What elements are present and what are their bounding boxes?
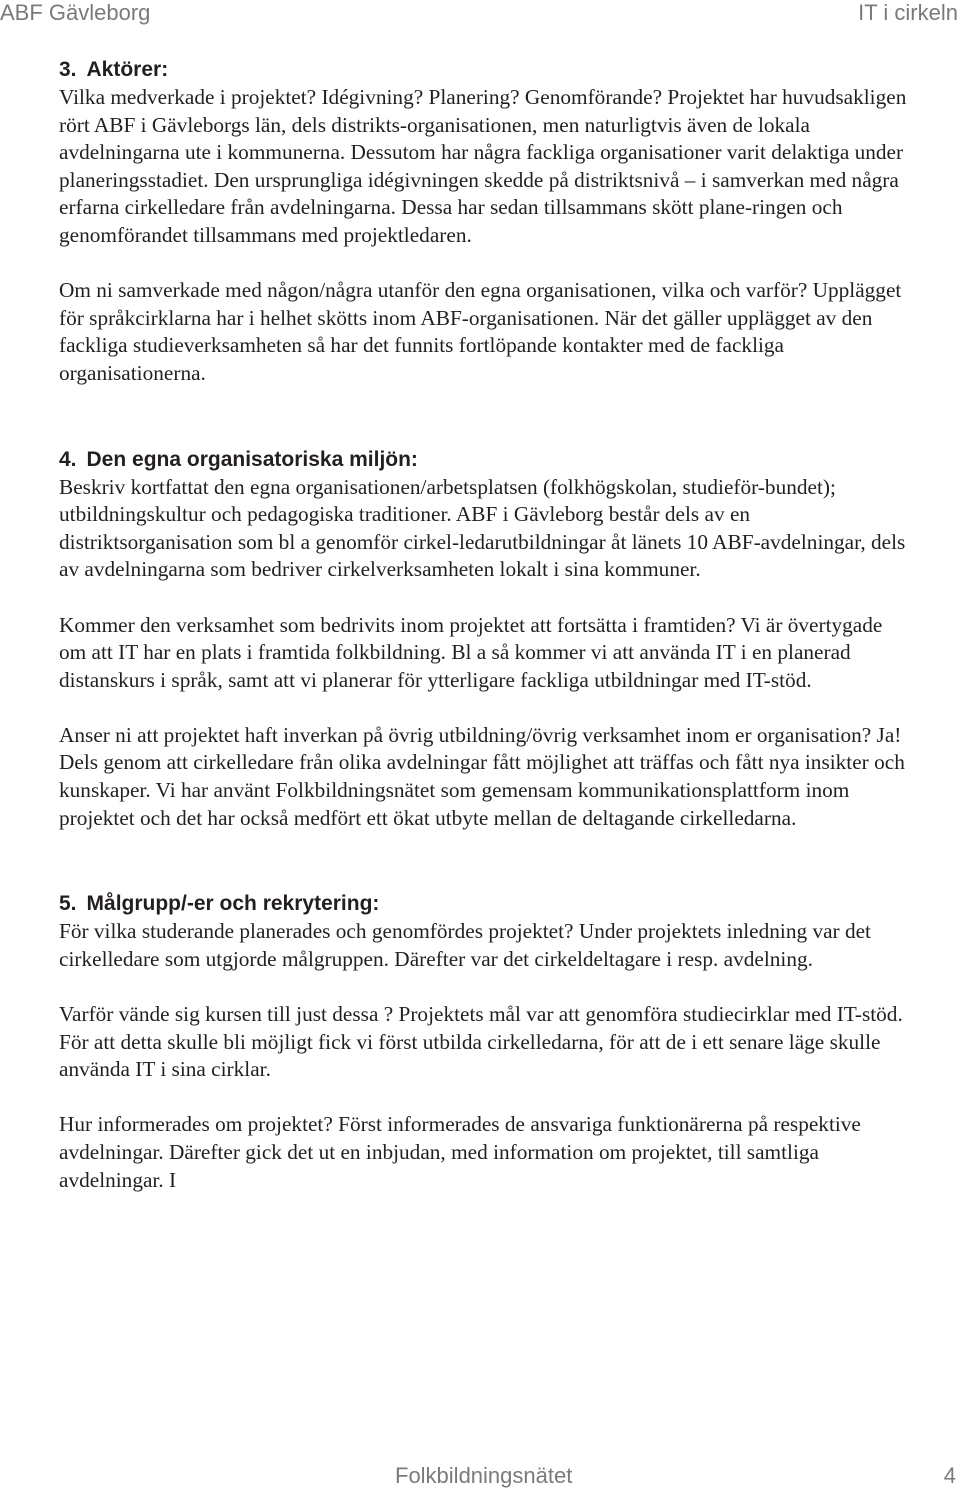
paragraph: Om ni samverkade med någon/några utanför den egna organisationen, vilka och varför? Upplägget för språkcirklarna har i helhet skötts inom ABF-organisationen. När det gäller upplägget av den fackliga studieverksamheten så har det funnits fortlöpande kontakter med de fackliga organisationerna. <box>59 278 902 385</box>
paragraph: Vilka medverkade i projektet? Idégivning? Planering? Genomförande? Projektet har huvudsakligen rört ABF i Gävleborgs län, dels distrikts-organisationen, men naturligtvis även de lokala avdelningarna ute i kommunerna. Dessutom har några fackliga organisationer varit delaktiga under planeringsstadiet. Den ursprungliga idégivningen skedde på distriktsnivå – i samverkan med några erfarna cirkelledare från avdelningarna. Dessa har sedan tillsammans skött plane-ringen och genomförandet tillsammans med projektledaren. <box>59 85 907 247</box>
paragraph: Kommer den verksamhet som bedrivits inom projektet att fortsätta i framtiden? Vi är övertygade om att IT har en plats i framtida folkbildning. Bl a så kommer vi att använda IT i en planerad distanskurs i språk, samt att vi planerar för ytterligare fackliga utbildningar med IT-stöd. <box>59 612 883 692</box>
section-title: Den egna organisatoriska miljön: <box>86 447 418 471</box>
section-5 <box>59 890 909 1194</box>
section-number: 5. <box>59 892 77 916</box>
footer-publication: Folkbildningsnätet <box>395 1463 573 1488</box>
paragraph: Hur informerades om projektet? Först informerades de ansvariga funktionärerna på respektive avdelningar. Därefter gick det ut en inbjudan, med information om projektet, till samtliga avdelningar. I <box>59 1112 861 1192</box>
section-title: Målgrupp/-er och rekrytering: <box>86 892 380 916</box>
paragraph: För vilka studerande planerades och genomfördes projektet? Under projektets inledning var det cirkelledare som utgjorde målgruppen. Därefter var det cirkeldeltagare i resp. avdelning. <box>59 919 871 971</box>
section-3 <box>59 56 909 388</box>
section-heading <box>59 446 909 474</box>
document-body <box>59 56 909 1194</box>
paragraph: Anser ni att projektet haft inverkan på övrig utbildning/övrig verksamhet inom er organisation? Ja! Dels genom att cirkelledare från olika avdelningar fått möjlighet att träffas och fått nya insikter och kunskaper. Vi har använt Folkbildningsnätet som gemensam kommunikationsplattform inom projektet och det har också medfört ett ökat utbyte mellan de deltagande cirkelledarna. <box>59 722 905 830</box>
section-number: 3. <box>59 58 77 81</box>
page-number: 4 <box>943 1463 956 1488</box>
paragraph: Beskriv kortfattat den egna organisationen/arbetsplatsen (folkhögskolan, studieför-bundet); utbildningskultur och pedagogiska traditioner. ABF i Gävleborg består dels av en distriktsorganisation som bl a genomför cirkel-ledarutbildningar åt länets 10 ABF-avdelningar, dels av avdelningarna som bedriver cirkelverksamheten lokalt i sina kommuner. <box>59 474 906 582</box>
paragraph: Varför vände sig kursen till just dessa ? Projektets mål var att genomföra studiecirklar med IT-stöd. För att detta skulle bli möjligt fick vi först utbilda cirkelledarna, för att de i ett senare läge skulle använda IT i sina cirklar. <box>59 1002 903 1082</box>
section-4 <box>59 446 909 833</box>
header-right: IT i cirkeln <box>858 0 958 25</box>
footer <box>0 1463 960 1493</box>
section-heading <box>59 890 909 918</box>
section-heading <box>59 56 909 84</box>
header-left: ABF Gävleborg <box>0 0 151 25</box>
section-title: Aktörer: <box>86 58 169 81</box>
section-number: 4. <box>59 447 77 471</box>
